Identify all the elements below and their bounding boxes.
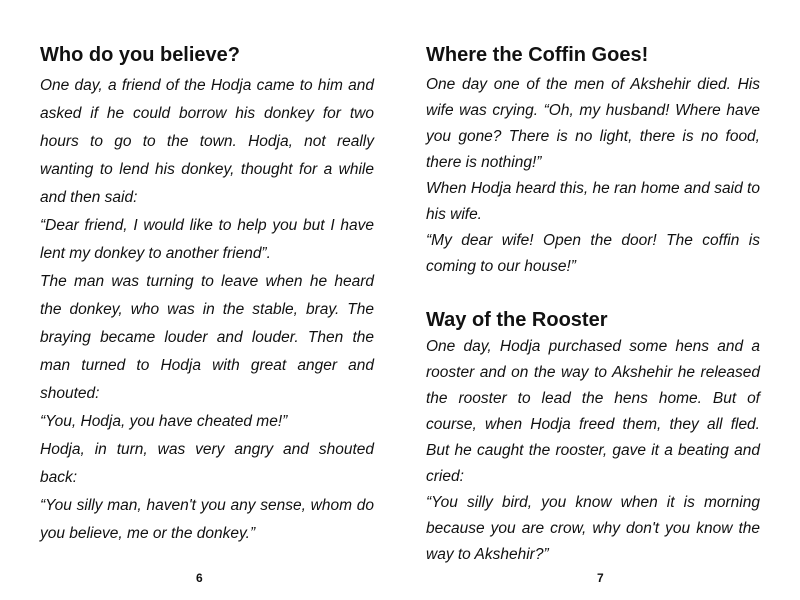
story-body-who-do-you-believe [40,72,374,548]
right-page [426,0,760,600]
paragraph: “You silly man, haven't you any sense, whom do you believe, me or the donkey.” [40,497,374,542]
paragraph: “You, Hodja, you have cheated me!” [40,413,288,430]
paragraph: “My dear wife! Open the door! The coffin is coming to our house!” [426,232,760,275]
story-title-where-the-coffin-goes: Where the Coffin Goes! [426,44,649,66]
paragraph: One day one of the men of Akshehir died. His wife was crying. “Oh, my husband! Where have you gone? There is no light, there is no food, there is nothing!” [426,76,760,171]
paragraph: “Dear friend, I would like to help you but I have lent my donkey to another friend”. [40,217,374,262]
page-number-right: 7 [597,571,604,585]
story-body-where-the-coffin-goes [426,72,760,280]
page-number-left: 6 [196,571,203,585]
story-title-way-of-the-rooster: Way of the Rooster [426,309,608,331]
story-body-way-of-the-rooster [426,334,760,568]
paragraph: One day, a friend of the Hodja came to him and asked if he could borrow his donkey for two hours to go to the town. Hodja, not really wanting to lend his donkey, thought for a while and then said: [40,77,374,206]
paragraph: Hodja, in turn, was very angry and shouted back: [40,441,374,486]
paragraph: One day, Hodja purchased some hens and a rooster and on the way to Akshehir he released the rooster to lead the hens home. But of course, when Hodja freed them, they all fled. But he caught the rooster, gave it a beating and cried: [426,338,760,485]
paragraph: When Hodja heard this, he ran home and said to his wife. [426,180,760,223]
paragraph: The man was turning to leave when he heard the donkey, who was in the stable, bray. The braying became louder and louder. Then the man turned to Hodja with great anger and shouted: [40,273,374,402]
left-page [40,0,374,600]
paragraph: “You silly bird, you know when it is morning because you are crow, why don't you know the way to Akshehir?” [426,494,760,563]
story-title-who-do-you-believe: Who do you believe? [40,44,241,66]
